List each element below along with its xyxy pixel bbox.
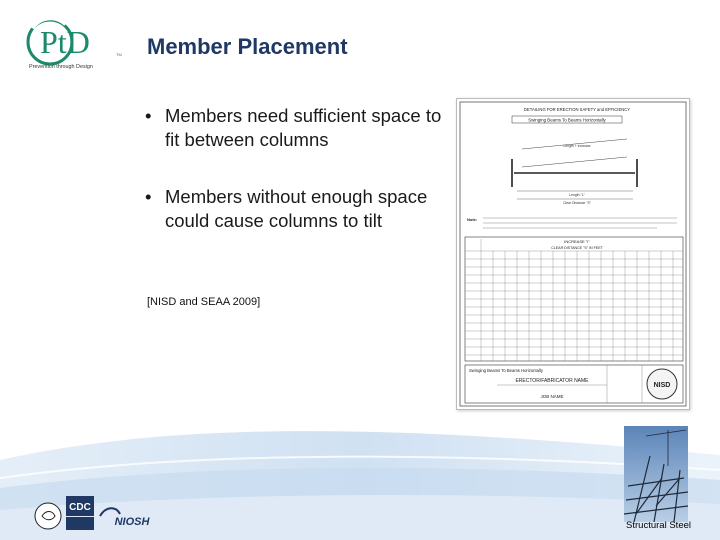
cdc-logo-icon xyxy=(66,496,94,530)
logo-tagline: Prevention through Design xyxy=(29,64,93,70)
citation: [NISD and SEAA 2009] xyxy=(147,296,261,308)
svg-text:NIOSH: NIOSH xyxy=(114,516,150,528)
niosh-logo-icon xyxy=(100,508,150,528)
erection-detail-drawing xyxy=(456,98,690,410)
bullet-item xyxy=(143,104,443,152)
table-header: INCREASE "I" xyxy=(564,239,590,244)
footer-company: ERECTOR/FABRICATOR NAME xyxy=(515,378,589,384)
bullet-list xyxy=(143,104,443,266)
ptd-logo xyxy=(26,16,126,76)
note-label: Note: xyxy=(467,217,478,222)
svg-text:CDC: CDC xyxy=(69,502,91,513)
agency-logos xyxy=(34,488,164,532)
footer-job: JOB NAME xyxy=(540,394,564,399)
nisd-seal: NISD xyxy=(653,382,671,389)
drawing-heading: DETAILING FOR ERECTION SAFETY and EFFICIENCY xyxy=(523,107,631,112)
svg-text:Length + increase: Length + increase xyxy=(563,144,591,148)
diagram-title: Swinging Beams To Beams Horizontally xyxy=(528,117,606,123)
bullet-dot-icon: • xyxy=(145,186,152,207)
table-grid xyxy=(465,239,683,361)
bullet-text: Members need sufficient space to fit between columns xyxy=(165,105,442,150)
bullet-text: Members without enough space could cause columns to tilt xyxy=(165,186,428,231)
footer-title: Swinging Beams To Beams Horizontally xyxy=(469,368,543,373)
bullet-dot-icon: • xyxy=(145,105,152,126)
slide-title: Member Placement xyxy=(147,34,348,59)
drawing-sheet xyxy=(457,99,689,409)
steel-structure-photo xyxy=(624,426,688,522)
svg-text:Length "L": Length "L" xyxy=(569,193,585,197)
hhs-seal-icon xyxy=(35,503,61,529)
bullet-item xyxy=(143,185,443,233)
svg-text:Clear Distance "S": Clear Distance "S" xyxy=(563,201,591,205)
table-subheader: CLEAR DISTANCE "S" IN FEET xyxy=(551,246,603,250)
logo-brand-text: PtD xyxy=(40,24,90,60)
photo-caption: Structural Steel xyxy=(626,520,691,531)
svg-text:TM: TM xyxy=(116,52,122,57)
